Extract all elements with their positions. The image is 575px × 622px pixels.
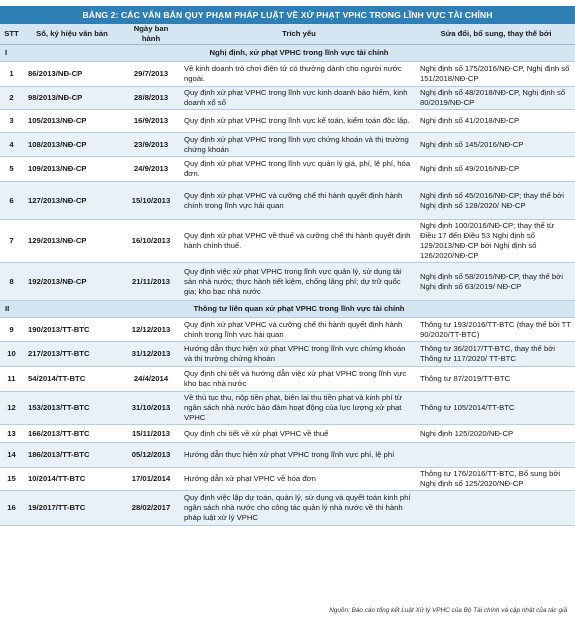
header-row — [0, 24, 575, 45]
regulations-table — [0, 24, 575, 526]
row-doc-number: 129/2013/NĐ-CP — [23, 220, 121, 263]
row-stt: 5 — [0, 157, 23, 182]
row-doc-number: 190/2013/TT-BTC — [23, 318, 121, 342]
row-issue-date: 28/8/2013 — [121, 87, 181, 110]
row-issue-date: 24/4/2014 — [121, 367, 181, 392]
row-issue-date: 15/11/2013 — [121, 425, 181, 443]
section-title: Thông tư liên quan xử phạt VPHC trong lĩnh vực tài chính — [23, 301, 575, 318]
row-doc-number: 186/2013/TT-BTC — [23, 443, 121, 468]
row-stt: 8 — [0, 263, 23, 301]
row-summary: Quy định xử phạt VPHC trong lĩnh vực quản lý giá, phí, lệ phí, hóa đơn. — [181, 157, 417, 182]
row-stt: 11 — [0, 367, 23, 392]
row-issue-date: 15/10/2013 — [121, 182, 181, 220]
row-stt: 3 — [0, 110, 23, 133]
row-summary: Quy định xử phạt VPHC và cưỡng chế thi hành quyết định hành chính trong lĩnh vực hải quan — [181, 318, 417, 342]
row-doc-number: 192/2013/NĐ-CP — [23, 263, 121, 301]
row-issue-date: 29/7/2013 — [121, 62, 181, 87]
row-doc-number: 109/2013/NĐ-CP — [23, 157, 121, 182]
row-issue-date: 23/9/2013 — [121, 133, 181, 157]
row-amendments: Nghị định 100/2016/NĐ-CP; thay thế từ Điều 17 đến Điều 53 Nghị định số 129/2013/NĐ-CP bởi Nghị định số 126/2020/NĐ-CP — [417, 220, 575, 263]
table-title: BẢNG 2: CÁC VĂN BẢN QUY PHẠM PHÁP LUẬT VỀ XỬ PHẠT VPHC TRONG LĨNH VỰC TÀI CHÍNH — [0, 6, 575, 24]
section-row — [0, 301, 575, 318]
source-note: Nguồn: Báo cáo tổng kết Luật Xử lý VPHC của Bộ Tài chính và cập nhật của tác giả — [329, 607, 567, 614]
header-stt: STT — [0, 24, 23, 45]
section-number: I — [0, 45, 23, 62]
row-issue-date: 16/9/2013 — [121, 110, 181, 133]
row-issue-date: 28/02/2017 — [121, 491, 181, 526]
row-amendments: Thông tư 87/2019/TT-BTC — [417, 367, 575, 392]
section-row — [0, 45, 575, 62]
row-amendments: Thông tư 105/2014/TT-BTC — [417, 392, 575, 425]
row-summary: Về thủ tục thu, nộp tiền phạt, biên lai thu tiền phạt và kinh phí từ ngân sách nhà nước bảo đảm hoạt động của lực lượng xử phạt VPHC — [181, 392, 417, 425]
row-doc-number: 10/2014/TT-BTC — [23, 468, 121, 491]
row-doc-number: 86/2013/NĐ-CP — [23, 62, 121, 87]
row-stt: 1 — [0, 62, 23, 87]
table-row — [0, 182, 575, 220]
row-doc-number: 166/2013/TT-BTC — [23, 425, 121, 443]
row-doc-number: 105/2013/NĐ-CP — [23, 110, 121, 133]
table-row — [0, 263, 575, 301]
row-summary: Quy định chi tiết về xử phạt VPHC về thuế — [181, 425, 417, 443]
row-summary: Quy định xử phạt VPHC trong lĩnh vực kế toán, kiểm toán độc lập. — [181, 110, 417, 133]
row-issue-date: 24/9/2013 — [121, 157, 181, 182]
row-issue-date: 12/12/2013 — [121, 318, 181, 342]
table-row — [0, 443, 575, 468]
row-doc-number: 153/2013/TT-BTC — [23, 392, 121, 425]
row-summary: Quy định việc xử phạt VPHC trong lĩnh vực quản lý, sử dụng tài sản nhà nước; thực hành tiết kiệm, chống lãng phí; dự trữ quốc gia; kho bạc nhà nước — [181, 263, 417, 301]
row-amendments: Thông tư 176/2016/TT-BTC, Bổ sung bởi Nghị định số 125/2020/NĐ-CP — [417, 468, 575, 491]
table-row — [0, 157, 575, 182]
row-doc-number: 127/2013/NĐ-CP — [23, 182, 121, 220]
row-issue-date: 21/11/2013 — [121, 263, 181, 301]
row-issue-date: 16/10/2013 — [121, 220, 181, 263]
row-summary: Quy định xử phạt VPHC và cưỡng chế thi hành quyết định hành chính trong lĩnh vực hải quan — [181, 182, 417, 220]
row-issue-date: 31/10/2013 — [121, 392, 181, 425]
table-row — [0, 491, 575, 526]
table-row — [0, 87, 575, 110]
row-amendments: Nghị định số 45/2016/NĐ-CP; thay thế bởi Nghị định số 128/2020/ NĐ-CP — [417, 182, 575, 220]
row-stt: 9 — [0, 318, 23, 342]
row-amendments — [417, 491, 575, 526]
row-amendments — [417, 443, 575, 468]
row-stt: 15 — [0, 468, 23, 491]
table-row — [0, 220, 575, 263]
row-amendments: Nghị định số 41/2018/NĐ-CP — [417, 110, 575, 133]
row-stt: 10 — [0, 342, 23, 367]
table-body — [0, 45, 575, 526]
table-row — [0, 133, 575, 157]
row-amendments: Nghị định số 175/2016/NĐ-CP, Nghị định số 151/2018/NĐ-CP — [417, 62, 575, 87]
row-stt: 14 — [0, 443, 23, 468]
table-row — [0, 110, 575, 133]
row-amendments: Thông tư 193/2016/TT-BTC (thay thế bởi TT 90/2020/TT-BTC) — [417, 318, 575, 342]
row-doc-number: 98/2013/NĐ-CP — [23, 87, 121, 110]
row-summary: Quy định chi tiết và hướng dẫn việc xử phạt VPHC trong lĩnh vực kho bạc nhà nước — [181, 367, 417, 392]
row-stt: 2 — [0, 87, 23, 110]
header-issue-date: Ngày ban hành — [121, 24, 181, 45]
header-doc-number: Số, ký hiệu văn bản — [23, 24, 121, 45]
row-stt: 4 — [0, 133, 23, 157]
section-number: II — [0, 301, 23, 318]
table-row — [0, 468, 575, 491]
row-summary: Hướng dẫn thực hiện xử phạt VPHC trong lĩnh vực phí, lệ phí — [181, 443, 417, 468]
row-summary: Về kinh doanh trò chơi điện tử có thưởng dành cho người nước ngoài. — [181, 62, 417, 87]
table-row — [0, 425, 575, 443]
row-issue-date: 05/12/2013 — [121, 443, 181, 468]
row-summary: Quy định xử phạt VPHC trong lĩnh vực chứng khoán và thị trường chứng khoán — [181, 133, 417, 157]
row-amendments: Thông tư 36/2017/TT-BTC, thay thế bởi Thông tư 117/2020/ TT-BTC — [417, 342, 575, 367]
row-doc-number: 54/2014/TT-BTC — [23, 367, 121, 392]
row-amendments: Nghị định số 48/2018/NĐ-CP, Nghị định số 80/2019/NĐ-CP — [417, 87, 575, 110]
row-amendments: Nghị định số 49/2016/NĐ-CP — [417, 157, 575, 182]
row-summary: Hướng dẫn xử phạt VPHC về hóa đơn — [181, 468, 417, 491]
row-summary: Quy định xử phạt VPHC về thuế và cưỡng chế thi hành quyết định hành chính thuế. — [181, 220, 417, 263]
row-stt: 16 — [0, 491, 23, 526]
row-issue-date: 17/01/2014 — [121, 468, 181, 491]
row-doc-number: 108/2013/NĐ-CP — [23, 133, 121, 157]
row-amendments: Nghị định số 58/2015/NĐ-CP, thay thế bởi Nghị định số 63/2019/ NĐ-CP — [417, 263, 575, 301]
table-row — [0, 342, 575, 367]
row-stt: 6 — [0, 182, 23, 220]
row-issue-date: 31/12/2013 — [121, 342, 181, 367]
header-amendments: Sửa đổi, bổ sung, thay thế bởi — [417, 24, 575, 45]
row-summary: Hướng dẫn thực hiện xử phạt VPHC trong lĩnh vực chứng khoán và thị trường chứng khoán — [181, 342, 417, 367]
table-row — [0, 392, 575, 425]
row-doc-number: 19/2017/TT-BTC — [23, 491, 121, 526]
table-row — [0, 318, 575, 342]
row-stt: 12 — [0, 392, 23, 425]
row-doc-number: 217/2013/TT-BTC — [23, 342, 121, 367]
row-stt: 7 — [0, 220, 23, 263]
row-stt: 13 — [0, 425, 23, 443]
row-summary: Quy định xử phạt VPHC trong lĩnh vực kinh doanh bảo hiểm, kinh doanh xổ số — [181, 87, 417, 110]
row-amendments: Nghị định 125/2020/NĐ-CP — [417, 425, 575, 443]
section-title: Nghị định, xử phạt VPHC trong lĩnh vực tài chính — [23, 45, 575, 62]
header-summary: Trích yếu — [181, 24, 417, 45]
row-amendments: Nghị định số 145/2016/NĐ-CP — [417, 133, 575, 157]
row-summary: Quy định việc lập dự toán, quản lý, sử dụng và quyết toán kinh phí ngân sách nhà nước cho công tác quản lý nhà nước về thi hành pháp luật xử lý VPHC — [181, 491, 417, 526]
table-row — [0, 62, 575, 87]
table-row — [0, 367, 575, 392]
